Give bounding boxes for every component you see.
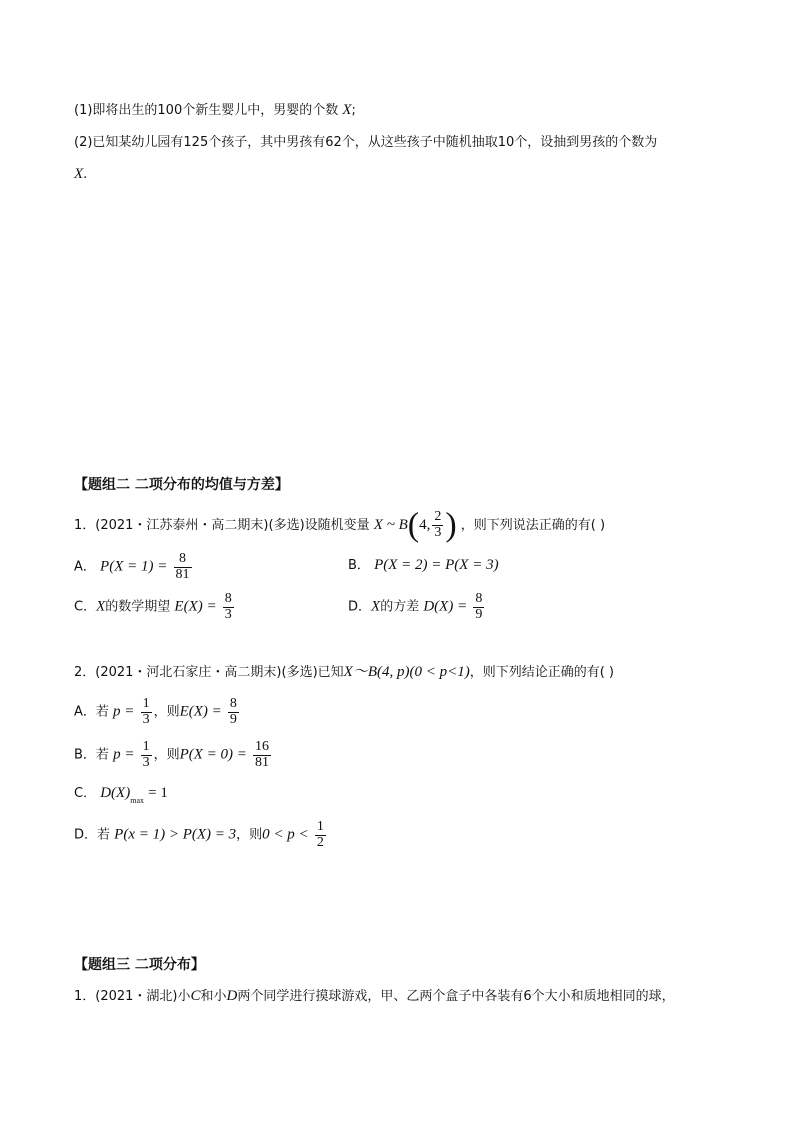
- g3-q1-stem: 1．(2021・湖北)小C和小D两个同学进行摸球游戏，甲、乙两个盒子中各装有6个大小和质地相同的球，: [74, 988, 675, 1004]
- g2-q1-suffix: ，则下列说法正确的有( ): [460, 518, 606, 533]
- g2-q1-dist-a: 4,: [419, 517, 431, 533]
- g2-q1-option-b: B． P(X = 2) = P(X = 3): [348, 557, 499, 573]
- g2-q1-c-frac: $\frac{8}{3}$: [224, 591, 232, 622]
- g2-q2-a-pfrac: $\frac{1}{3}$: [142, 696, 150, 727]
- g2-q1-a-frac: $\frac{8}{81}$: [175, 551, 190, 582]
- g2-q2-suffix: ，则下列结论正确的有( ): [469, 665, 614, 680]
- g2-q2-option-b: B．若 p = $\frac{1}{3}$ ，则P(X = 0) = $\frac{16}{81}$: [74, 739, 270, 770]
- problem-1-end: ;: [351, 103, 356, 118]
- problem-2-text: (2)已知某幼儿园有125个孩子，其中男孩有62个，从这些孩子中随机抽取10个，设抽到男孩的个数为: [74, 135, 658, 150]
- g2-q1-prefix: 1．(2021・江苏泰州・高二期末)(多选)设随机变量: [74, 518, 370, 533]
- problem-2-var: X: [74, 166, 84, 182]
- g2-q2-stem: [74, 665, 614, 680]
- g2-q2-a-frac: $\frac{8}{9}$: [229, 696, 237, 727]
- g2-q1-lparen: (: [407, 506, 420, 544]
- g2-q2-prefix: 2．(2021・河北石家庄・高二期末)(多选)已知: [74, 665, 344, 680]
- g2-q1-option-c: C．X的数学期望 E(X) = $\frac{8}{3}$: [74, 591, 232, 622]
- g2-q2-option-a: A．若 p = $\frac{1}{3}$ ，则E(X) = $\frac{8}{9}$: [74, 696, 237, 727]
- problem-2-line: [74, 136, 657, 149]
- problem-1-text: (1)即将出生的100个新生婴儿中，男婴的个数: [74, 103, 339, 118]
- g2-q1-stem: [74, 508, 605, 543]
- g2-q1-dist-frac: $\frac{2}{3}$: [434, 509, 442, 540]
- g2-q1-d-frac: $\frac{8}{9}$: [475, 591, 483, 622]
- g2-q2-option-c: C． $D(X)_{max} = 1$: [74, 785, 168, 805]
- g2-q2-dist: X～B(4, p)(0 < p<1): [343, 664, 470, 680]
- g2-q2-b-frac: $\frac{16}{81}$: [255, 739, 270, 770]
- problem-1-var: X: [342, 102, 352, 118]
- g2-q2-d-frac: $\frac{1}{2}$: [316, 819, 324, 850]
- g2-q1-option-d: D．X的方差 D(X) = $\frac{8}{9}$: [348, 591, 483, 622]
- problem-2-end: .: [83, 167, 88, 182]
- g2-q1-rparen: ): [445, 506, 457, 544]
- g2-q2-b-pfrac: $\frac{1}{3}$: [142, 739, 150, 770]
- problem-2-cont: [74, 167, 87, 182]
- problem-1-line: [74, 103, 356, 118]
- group2-title: 【题组二 二项分布的均值与方差】: [74, 477, 289, 493]
- g2-q1-dist: X ~ B: [373, 517, 408, 533]
- g2-q1-option-a: A． P(X = 1) = $\frac{8}{81}$: [74, 551, 190, 582]
- g2-q2-option-d: D．若 P(x = 1) > P(X) = 3，则0 < p < $\frac{1}{2}$: [74, 819, 324, 850]
- group3-title: 【题组三 二项分布】: [74, 957, 205, 973]
